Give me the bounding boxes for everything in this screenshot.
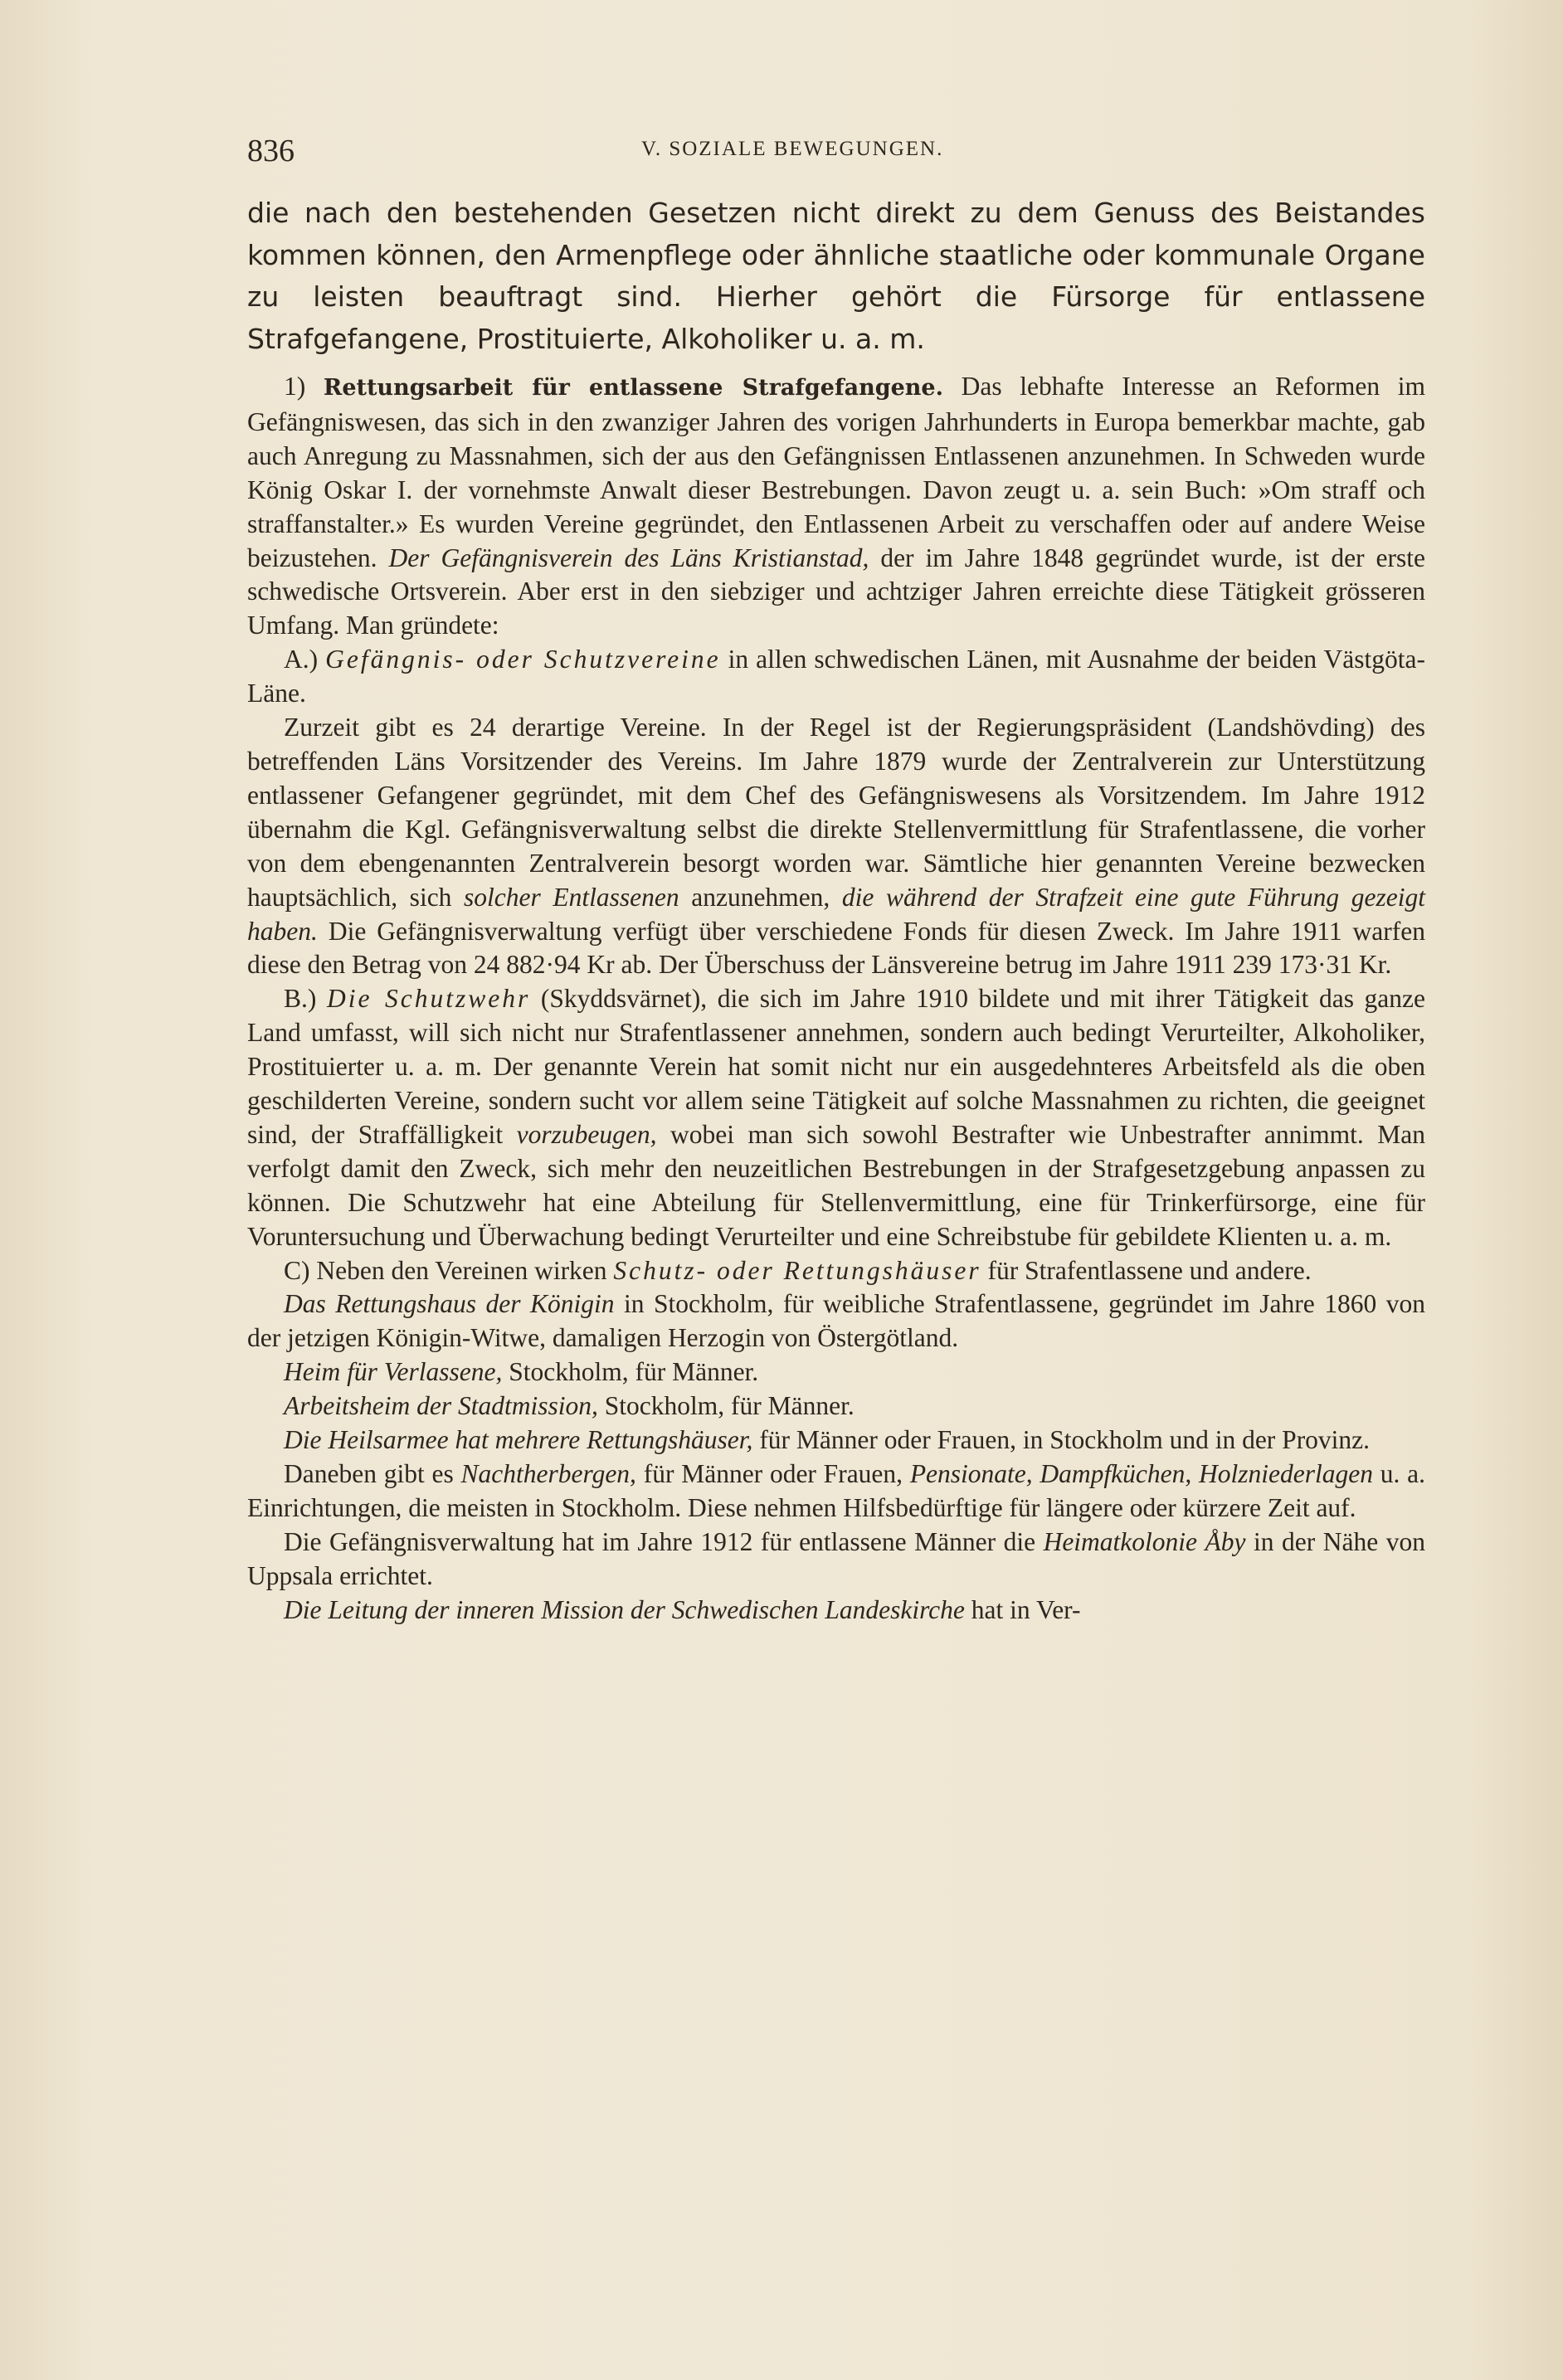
list-r1-italic: Das Rettungshaus der Königin bbox=[284, 1289, 615, 1319]
item-a-text: in allen schwedischen Länen, mit Ausnahme der beiden Västgöta-Läne. bbox=[247, 645, 1426, 708]
item-b-spaced: Die Schutzwehr bbox=[326, 984, 531, 1014]
leitung-text-a: hat in Ver- bbox=[964, 1594, 1081, 1624]
section-number: 1) bbox=[284, 372, 306, 401]
daneben-text-c: u. a. Einrichtungen, die meisten in Stockholm. Diese nehmen Hilfsbedürftige für längere oder kürzere Zeit auf. bbox=[247, 1459, 1426, 1522]
zurzeit-text-b: anzunehmen, bbox=[679, 882, 842, 912]
list-r2-italic: Heim für Verlassene, bbox=[284, 1357, 503, 1387]
list-heilsarmee bbox=[247, 1424, 1425, 1458]
item-a bbox=[247, 643, 1425, 711]
item-b-text-b: wobei man sich sowohl Bestrafter wie Unbestrafter annimmt. Man verfolgt damit den Zweck, sich mehr den neuzeitlichen Bestrebungen in der Strafgesetzgebung anpassen zu können. Die Schutzwehr hat eine Abteilung für Stellenvermittlung, eine für Trinkerfürsorge, eine für Voruntersuchung und Überwachung bedingt Verurteilter und eine Schreibstube für gebildete Klienten u. a. m. bbox=[247, 1119, 1425, 1251]
list-r2-text: Stockholm, für Männer. bbox=[502, 1357, 759, 1387]
section-text-b: der im Jahre 1848 gegründet wurde, ist der erste schwedische Ortsverein. Aber erst in den siebziger und achtziger Jahren erreichte diese Tätigkeit grösseren Umfang. Man gründete: bbox=[247, 543, 1425, 640]
zurzeit-text-c: Die Gefängnisverwaltung verfügt über verschiedene Fonds für diesen Zweck. Im Jahre 1911 warfen diese den Betrag von 24 882·94 Kr ab. Der Überschuss der Länsvereine betrug im Jahre 1911 239 173·31 Kr. bbox=[247, 916, 1425, 980]
page-header bbox=[247, 133, 1425, 174]
list-r3-text: Stockholm, für Männer. bbox=[597, 1391, 855, 1421]
paragraph-verwaltung bbox=[247, 1526, 1425, 1594]
item-c-text-a: Neben den Vereinen wirken bbox=[309, 1255, 614, 1285]
paragraph-daneben bbox=[247, 1458, 1425, 1526]
item-b bbox=[247, 982, 1425, 1253]
daneben-italic-a: Nachtherbergen, bbox=[460, 1459, 636, 1488]
list-r1-text: in Stockholm, für weibliche Strafentlassene, gegründet im Jahre 1860 von der jetzigen Königin-Witwe, damaligen Herzogin von Östergötland. bbox=[247, 1289, 1425, 1353]
verwaltung-text-a: Die Gefängnisverwaltung hat im Jahre 1912 für entlassene Männer die bbox=[284, 1526, 1044, 1556]
section-text-a: Das lebhafte Interesse an Reformen im Gefängniswesen, das sich in den zwanziger Jahren des vorigen Jahrhunderts in Europa bemerkbar machte, gab auch Anregung zu Massnahmen, sich der aus den Gefängnissen Entlassenen anzunehmen. In Schweden wurde König Oskar I. der vornehmste Anwalt dieser Bestrebungen. Davon zeugt u. a. sein Buch: »Om straff och straffanstalter.» Es wurden Vereine gegründet, den Entlassenen Arbeit zu verschaffen oder auf andere Weise beizustehen. bbox=[247, 372, 1426, 572]
verwaltung-italic-a: Heimatkolonie Åby bbox=[1043, 1526, 1246, 1556]
page-body bbox=[247, 192, 1425, 1628]
item-b-italic-a: vorzubeugen, bbox=[516, 1119, 657, 1149]
section-italic-a: Der Gefängnisverein des Läns Kristianstad, bbox=[388, 543, 869, 572]
lead-paragraph: die nach den bestehenden Gesetzen nicht direkt zu dem Genuss des Beistandes kommen können, den Armenpflege oder ähnliche staatliche oder kommunale Organe zu leisten beauftragt sind. Hierher gehört die Fürsorge für entlassene Strafgefangene, Prostituierte, Alkoholiker u. a. m. bbox=[247, 197, 1425, 355]
list-r4-text: für Männer oder Frauen, in Stockholm und in der Provinz. bbox=[752, 1425, 1371, 1455]
leitung-italic-a: Die Leitung der inneren Mission der Schwedischen Landeskirche bbox=[284, 1594, 965, 1624]
zurzeit-text-a: Zurzeit gibt es 24 derartige Vereine. In der Regel ist der Regierungspräsident (Landshövding) des betreffenden Läns Vorsitzender des Vereins. Im Jahre 1879 wurde der Zentralverein zur Unterstützung entlassener Gefangener gegründet, mit dem Chef des Gefängniswesens als Vorsitzendem. Im Jahre 1912 übernahm die Kgl. Gefängnisverwaltung selbst die direkte Stellenvermittlung für Strafentlassene, die vorher von dem ebengenannten Zentralverein besorgt worden war. Sämtliche hier genannten Vereine bezwecken hauptsächlich, sich bbox=[247, 713, 1425, 912]
list-arbeitsheim bbox=[247, 1390, 1425, 1424]
item-a-spaced: Gefängnis- oder Schutzvereine bbox=[325, 645, 721, 674]
daneben-text-b: für Männer oder Frauen, bbox=[635, 1459, 910, 1488]
list-rettungshaus bbox=[247, 1287, 1425, 1355]
list-r3-italic: Arbeitsheim der Stadtmission, bbox=[284, 1391, 598, 1421]
zurzeit-italic-a: solcher Entlassenen bbox=[464, 882, 679, 912]
daneben-italic-b: Pensionate, Dampfküchen, Holzniederlagen bbox=[909, 1459, 1373, 1488]
item-c bbox=[247, 1254, 1425, 1288]
section-heading: Rettungsarbeit für entlassene Strafgefangene. bbox=[323, 375, 943, 401]
list-heim bbox=[247, 1355, 1425, 1390]
list-r4-italic: Die Heilsarmee hat mehrere Rettungshäuser, bbox=[284, 1425, 753, 1455]
paragraph-leitung bbox=[247, 1594, 1425, 1628]
verwaltung-text-b: in der Nähe von Uppsala errichtet. bbox=[247, 1526, 1425, 1590]
item-b-text-a: (Skyddsvärnet), die sich im Jahre 1910 bildete und mit ihrer Tätigkeit das ganze Land umfasst, will sich nicht nur Strafentlassener annehmen, sondern auch bedingt Verurteilter, Alkoholiker, Prostituierter u. a. m. Der genannte Verein hat somit nicht nur ein ausgedehnteres Arbeitsfeld als die oben geschilderten Vereine, sondern sucht vor allem seine Tätigkeit auf solche Massnahmen zu richten, die geeignet sind, der Straffälligkeit bbox=[247, 984, 1425, 1149]
item-c-text-b: für Strafentlassene und andere. bbox=[981, 1255, 1312, 1285]
daneben-text-a: Daneben gibt es bbox=[284, 1459, 461, 1488]
item-a-label: A.) bbox=[284, 645, 319, 674]
paragraph-zurzeit bbox=[247, 711, 1425, 982]
page-number: 836 bbox=[247, 134, 295, 168]
item-c-label: C) bbox=[284, 1255, 310, 1285]
section-rettungsarbeit bbox=[247, 370, 1425, 643]
item-b-label: B.) bbox=[284, 984, 317, 1014]
item-c-spaced: Schutz- oder Rettungshäuser bbox=[613, 1255, 981, 1285]
zurzeit-italic-b: die während der Strafzeit eine gute Führung gezeigt haben. bbox=[247, 882, 1425, 946]
running-head: V. SOZIALE BEWEGUNGEN. bbox=[641, 138, 944, 160]
